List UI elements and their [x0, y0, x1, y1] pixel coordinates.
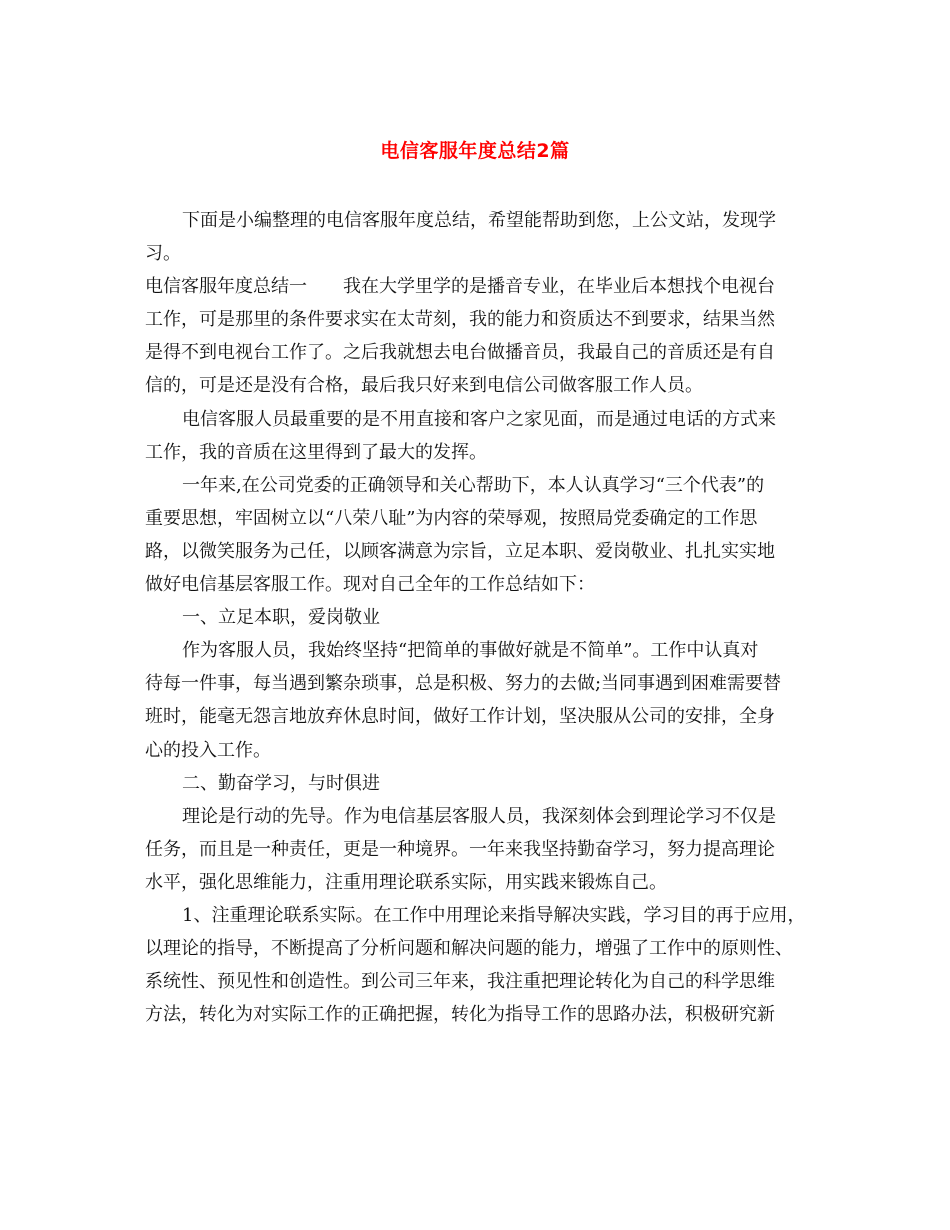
- paragraph-line: 待每一件事，每当遇到繁杂琐事，总是积极、努力的去做;当同事遇到困难需要替: [145, 673, 782, 695]
- paragraph-line: 下面是小编整理的电信客服年度总结，希望能帮助到您，上公文站，发现学: [182, 210, 776, 231]
- paragraph-line: 班时，能毫无怨言地放弃休息时间，做好工作计划，坚决服从公司的安排，全身: [145, 706, 775, 728]
- paragraph-line: 水平，强化思维能力，注重用理论联系实际，用实践来锻炼自己。: [145, 871, 667, 893]
- paragraph-line: 是得不到电视台工作了。之后我就想去电台做播音员，我最自己的音质还是有自: [145, 342, 775, 364]
- paragraph-line: 方法，转化为对实际工作的正确把握，转化为指导工作的思路办法，积极研究新: [145, 1004, 775, 1026]
- paragraph-line: 路，以微笑服务为己任，以顾客满意为宗旨，立足本职、爱岗敬业、扎扎实实地: [145, 540, 775, 562]
- paragraph-line: 工作，我的音质在这里得到了最大的发挥。: [145, 441, 487, 463]
- paragraph-line: 重要思想，牢固树立以“八荣八耻”为内容的荣辱观，按照局党委确定的工作思: [145, 507, 758, 529]
- paragraph-line: 一年来,在公司党委的正确领导和关心帮助下，本人认真学习“三个代表”的: [182, 474, 765, 496]
- paragraph-line: 习。: [145, 243, 181, 265]
- section-heading: 电信客服年度总结一: [145, 276, 307, 298]
- paragraph-line: 以理论的指导，不断提高了分析问题和解决问题的能力，增强了工作中的原则性、: [145, 938, 793, 960]
- section-heading: 二、勤奋学习，与时俱进: [182, 772, 380, 794]
- paragraph-line: 工作，可是那里的条件要求实在太苛刻，我的能力和资质达不到要求，结果当然: [145, 309, 775, 331]
- document-title: 电信客服年度总结2篇: [380, 140, 570, 162]
- paragraph-line: 心的投入工作。: [145, 739, 271, 761]
- paragraph-line: 信的，可是还是没有合格，最后我只好来到电信公司做客服工作人员。: [145, 375, 703, 397]
- paragraph-line: 作为客服人员，我始终坚持“把简单的事做好就是不简单”。工作中认真对: [182, 640, 759, 662]
- document-body: [145, 204, 815, 1031]
- paragraph-line: 做好电信基层客服工作。现对自己全年的工作总结如下：: [145, 574, 595, 596]
- paragraph-line: 任务，而且是一种责任，更是一种境界。一年来我坚持勤奋学习，努力提高理论: [145, 838, 775, 860]
- paragraph-line: [145, 270, 815, 303]
- section-heading: 一、立足本职，爱岗敬业: [182, 607, 380, 629]
- paragraph-line: 1、注重理论联系实际。在工作中用理论来指导解决实践，学习目的再于应用，: [182, 904, 806, 926]
- paragraph-line: 系统性、预见性和创造性。到公司三年来，我注重把理论转化为自己的科学思维: [145, 971, 775, 993]
- paragraph-line: 理论是行动的先导。作为电信基层客服人员，我深刻体会到理论学习不仅是: [182, 805, 776, 827]
- paragraph-line: 电信客服人员最重要的是不用直接和客户之家见面，而是通过电话的方式来: [182, 408, 776, 430]
- paragraph-text: 我在大学里学的是播音专业，在毕业后本想找个电视台: [343, 276, 775, 298]
